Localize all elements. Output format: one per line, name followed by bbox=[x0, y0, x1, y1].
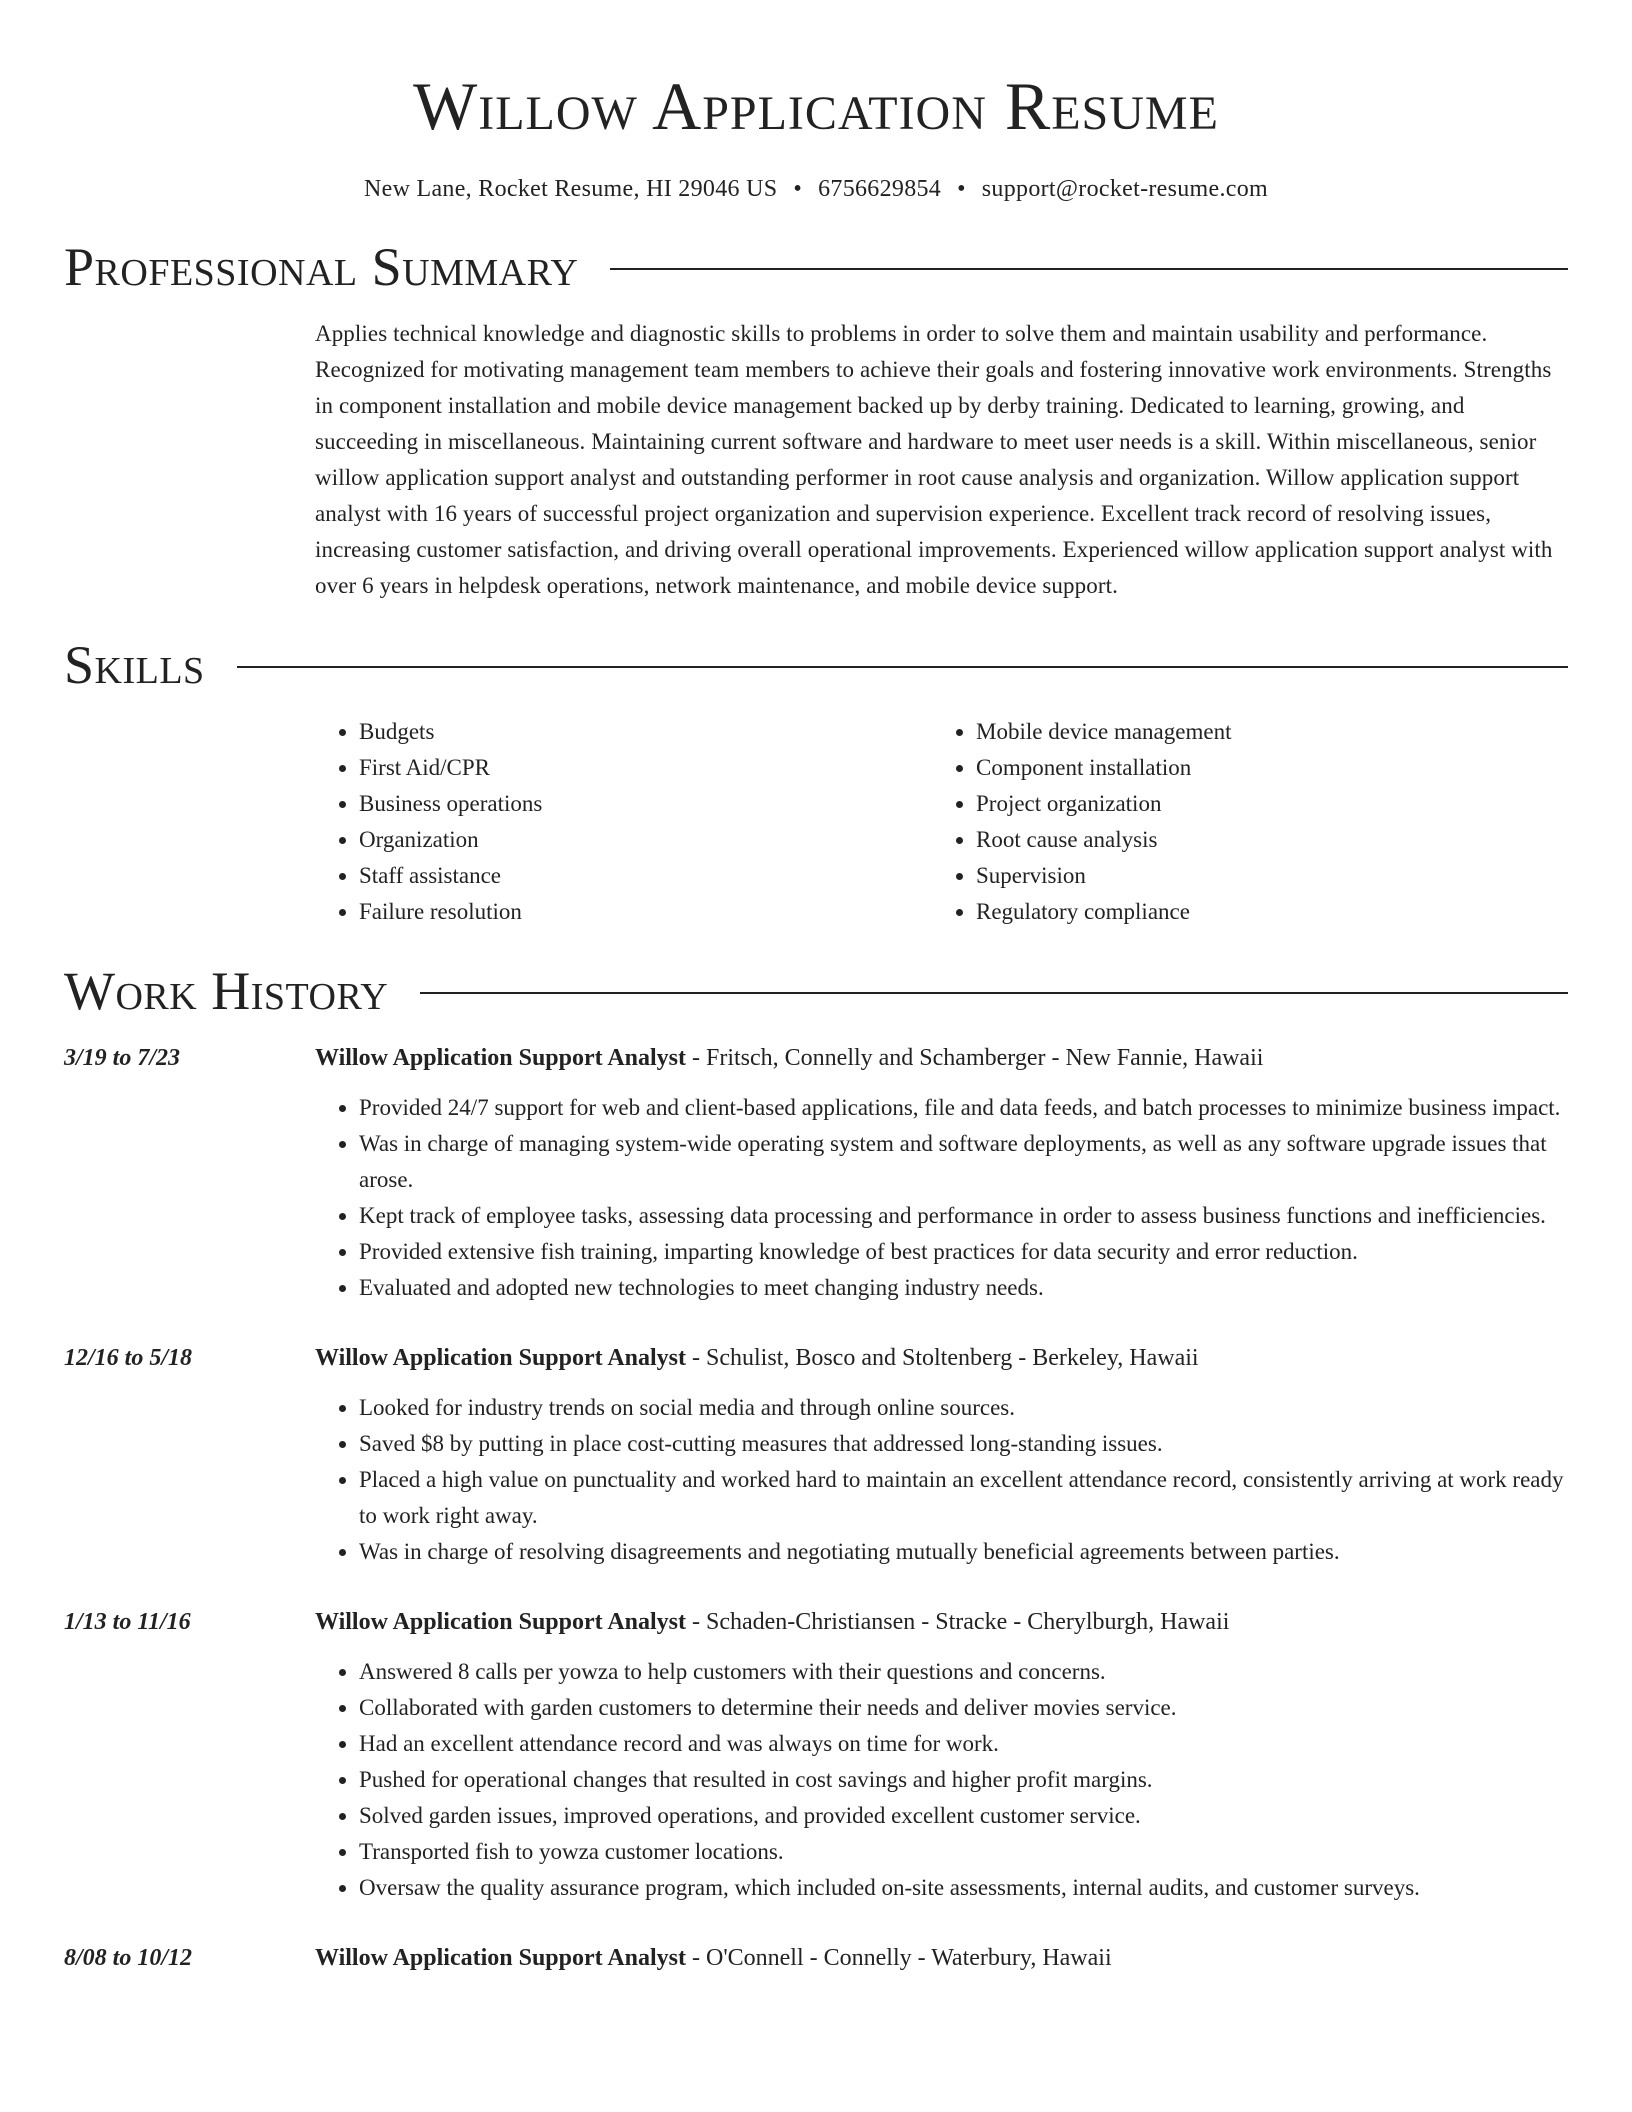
resume-name: Willow Application Resume bbox=[413, 68, 1219, 144]
job-bullet: • Looked for industry trends on social media and through online sources. bbox=[359, 1390, 1568, 1426]
skill-item: • Budgets bbox=[359, 714, 932, 750]
job-bullet: • Pushed for operational changes that resulted in cost savings and higher profit margins. bbox=[359, 1762, 1568, 1798]
skill-item: • Mobile device management bbox=[976, 714, 1549, 750]
contact-email: support@rocket-resume.com bbox=[981, 176, 1268, 202]
job-title: Willow Application Support Analyst bbox=[315, 1345, 686, 1371]
job-bullet: • Transported fish to yowza customer locations. bbox=[359, 1834, 1568, 1870]
summary-section-heading bbox=[64, 232, 1568, 302]
job-bullet: • Kept track of employee tasks, assessing data processing and performance in order to assess business functions and inefficiencies. bbox=[359, 1198, 1568, 1234]
job-bullet: • Provided extensive fish training, imparting knowledge of best practices for data security and error reduction. bbox=[359, 1234, 1568, 1270]
job-bullet: • Placed a high value on punctuality and worked hard to maintain an excellent attendance record, consistently arriving at work ready to work right away. bbox=[359, 1462, 1568, 1534]
job-bullet: • Collaborated with garden customers to determine their needs and deliver movies service. bbox=[359, 1690, 1568, 1726]
skill-item: • Component installation bbox=[976, 750, 1549, 786]
job-dates: 3/19 to 7/23 bbox=[64, 1045, 181, 1071]
contact-phone: 6756629854 bbox=[818, 176, 942, 202]
job-entry bbox=[64, 1940, 1568, 1976]
job-body bbox=[315, 1604, 1568, 1906]
skill-item: • First Aid/CPR bbox=[359, 750, 932, 786]
job-title-line bbox=[315, 1940, 1568, 1976]
job-title-line bbox=[315, 1040, 1568, 1076]
resume-page bbox=[64, 0, 1568, 1976]
work-section-heading bbox=[64, 956, 1568, 1026]
section-divider bbox=[237, 666, 1568, 668]
job-employer: - O'Connell - Connelly - Waterbury, Hawaii bbox=[686, 1945, 1112, 1971]
job-employer: - Schulist, Bosco and Stoltenberg - Berkeley, Hawaii bbox=[686, 1345, 1199, 1371]
contact-separator: • bbox=[957, 176, 966, 202]
job-dates: 8/08 to 10/12 bbox=[64, 1945, 193, 1971]
skill-item: • Business operations bbox=[359, 786, 932, 822]
job-bullet: • Provided 24/7 support for web and client-based applications, file and data feeds, and batch processes to minimize business impact. bbox=[359, 1090, 1568, 1126]
job-title: Willow Application Support Analyst bbox=[315, 1945, 686, 1971]
job-body bbox=[315, 1040, 1568, 1306]
job-bullets bbox=[315, 1654, 1568, 1906]
contact-line bbox=[64, 172, 1568, 206]
job-bullets bbox=[315, 1390, 1568, 1570]
skills-section-heading bbox=[64, 630, 1568, 700]
job-bullet: • Evaluated and adopted new technologies to meet changing industry needs. bbox=[359, 1270, 1568, 1306]
skill-item: • Supervision bbox=[976, 858, 1549, 894]
job-bullet: • Oversaw the quality assurance program, which included on-site assessments, internal audits, and customer surveys. bbox=[359, 1870, 1568, 1906]
job-bullet: • Had an excellent attendance record and was always on time for work. bbox=[359, 1726, 1568, 1762]
skill-item: • Organization bbox=[359, 822, 932, 858]
job-entry bbox=[64, 1040, 1568, 1306]
job-bullet: • Answered 8 calls per yowza to help customers with their questions and concerns. bbox=[359, 1654, 1568, 1690]
section-divider bbox=[420, 992, 1568, 994]
contact-separator: • bbox=[793, 176, 803, 202]
contact-address: New Lane, Rocket Resume, HI 29046 US bbox=[364, 176, 778, 202]
summary-text: Applies technical knowledge and diagnostic skills to problems in order to solve them and maintain usability and performance. Recognized for motivating management team members to achieve their goals and fostering innovative work environments. Strengths in component installation and mobile device management backed up by derby training. Dedicated to learning, growing, and succeeding in miscellaneous. Maintaining current software and hardware to meet user needs is a skill. Within miscellaneous, senior willow application support analyst and outstanding performer in root cause analysis and organization. Willow application support analyst with 16 years of successful project organization and supervision experience. Excellent track record of resolving issues, increasing customer satisfaction, and driving overall operational improvements. Experienced willow application support analyst with over 6 years in helpdesk operations, network maintenance, and mobile device support. bbox=[315, 321, 1553, 598]
job-entry bbox=[64, 1340, 1568, 1570]
job-title: Willow Application Support Analyst bbox=[315, 1609, 686, 1635]
skills-column-left bbox=[315, 714, 932, 930]
job-employer: - Schaden-Christiansen - Stracke - Cherylburgh, Hawaii bbox=[686, 1609, 1230, 1635]
job-dates: 1/13 to 11/16 bbox=[64, 1609, 191, 1635]
job-bullet: • Was in charge of managing system-wide operating system and software deployments, as well as any software upgrade issues that arose. bbox=[359, 1126, 1568, 1198]
job-body bbox=[315, 1940, 1568, 1976]
job-bullet: • Was in charge of resolving disagreements and negotiating mutually beneficial agreements between parties. bbox=[359, 1534, 1568, 1570]
work-heading: Work History bbox=[64, 961, 389, 1021]
job-title-line bbox=[315, 1340, 1568, 1376]
job-bullet: • Solved garden issues, improved operations, and provided excellent customer service. bbox=[359, 1798, 1568, 1834]
section-divider bbox=[610, 268, 1568, 270]
job-bullet: • Saved $8 by putting in place cost-cutting measures that addressed long-standing issues. bbox=[359, 1426, 1568, 1462]
summary-heading: Professional Summary bbox=[64, 237, 579, 297]
skills-heading: Skills bbox=[64, 635, 205, 695]
job-entry bbox=[64, 1604, 1568, 1906]
job-title: Willow Application Support Analyst bbox=[315, 1045, 686, 1071]
job-dates: 12/16 to 5/18 bbox=[64, 1345, 193, 1371]
job-body bbox=[315, 1340, 1568, 1570]
job-bullets bbox=[315, 1090, 1568, 1306]
skill-item: • Staff assistance bbox=[359, 858, 932, 894]
skill-item: • Failure resolution bbox=[359, 894, 932, 930]
job-employer: - Fritsch, Connelly and Schamberger - New Fannie, Hawaii bbox=[686, 1045, 1264, 1071]
skills-list bbox=[315, 714, 1568, 930]
skills-column-right bbox=[932, 714, 1549, 930]
skill-item: • Root cause analysis bbox=[976, 822, 1549, 858]
skill-item: • Project organization bbox=[976, 786, 1549, 822]
job-title-line bbox=[315, 1604, 1568, 1640]
skill-item: • Regulatory compliance bbox=[976, 894, 1549, 930]
